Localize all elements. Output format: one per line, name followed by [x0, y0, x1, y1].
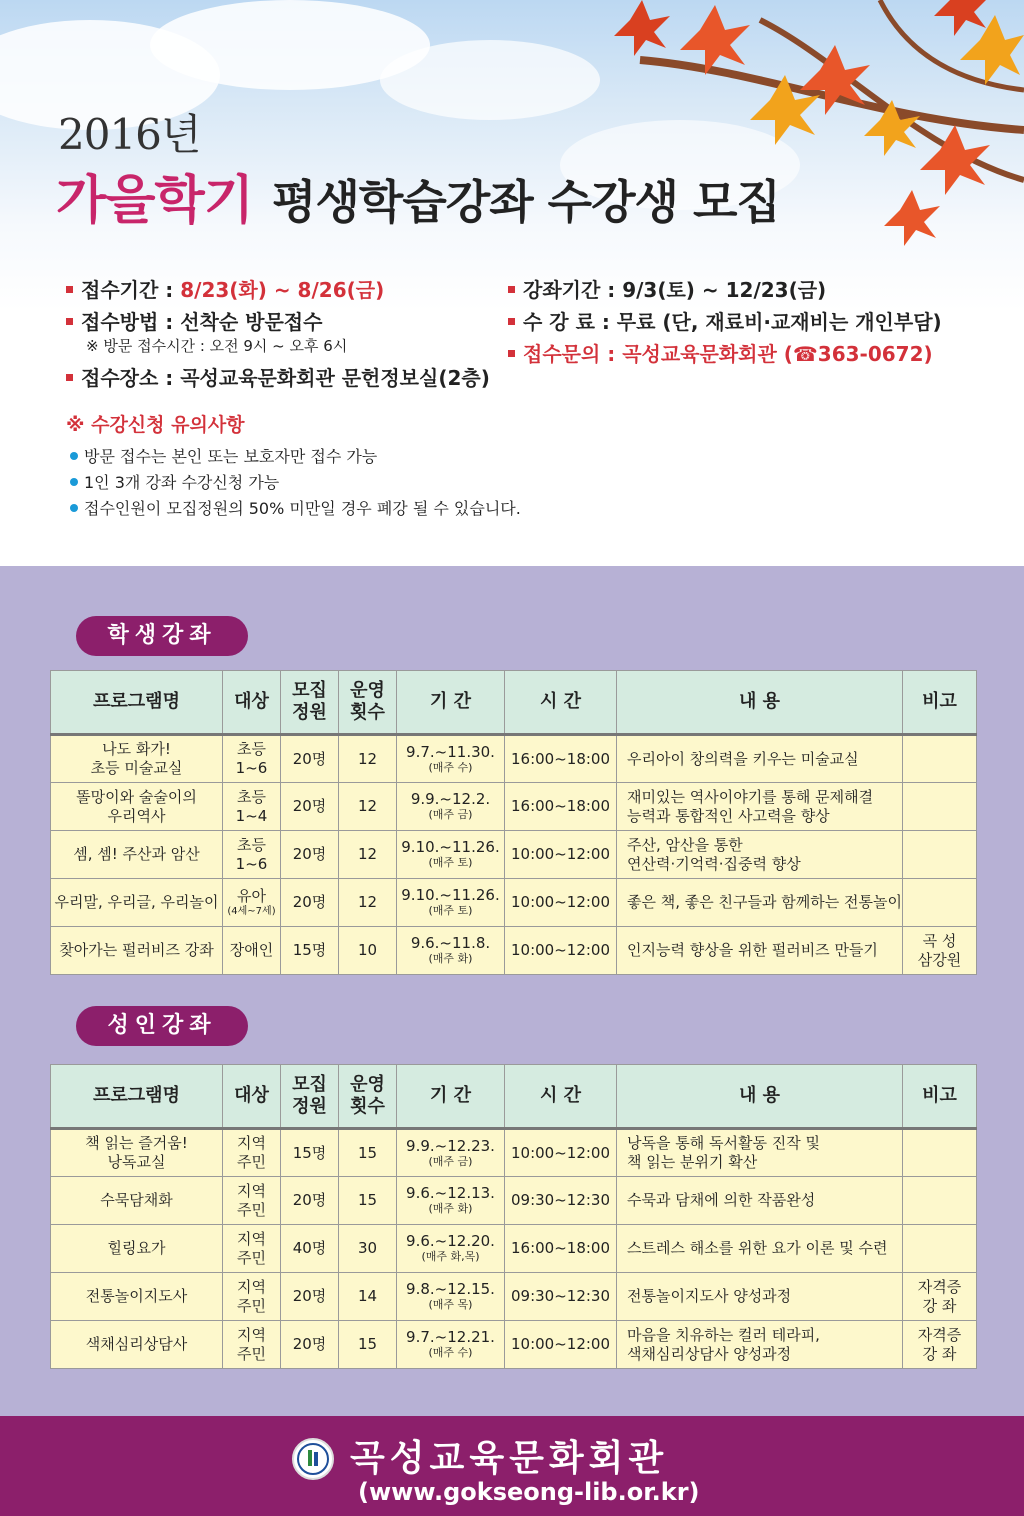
- visit-hours: ※ 방문 접수시간 : 오전 9시 ~ 오후 6시: [86, 337, 348, 355]
- institution-logo-icon: [292, 1438, 334, 1480]
- column-header-program: 프로그램명: [51, 671, 223, 735]
- target-cell: [223, 1273, 281, 1321]
- target-text: 초등 1~6: [235, 835, 268, 873]
- target-cell: [223, 879, 281, 927]
- title-line: [56, 158, 780, 233]
- period-frequency: (매주 금): [428, 1154, 473, 1168]
- capacity: 15명: [281, 927, 339, 975]
- footer: [0, 1416, 1024, 1516]
- content-description: 우리아이 창의력을 키우는 미술교실: [617, 735, 903, 783]
- content-description: 수묵과 담채에 의한 작품완성: [617, 1177, 903, 1225]
- period-dates: 9.6.~12.13.: [406, 1184, 495, 1202]
- period-cell: [397, 879, 505, 927]
- target-cell: [223, 1225, 281, 1273]
- capacity: 20명: [281, 831, 339, 879]
- student-course-label: 학생강좌: [76, 616, 248, 656]
- inquiry-text: 접수문의 : 곡성교육문화회관 (☎363-0672): [523, 342, 933, 366]
- period-cell: [397, 1321, 505, 1369]
- content-description: 좋은 책, 좋은 친구들과 함께하는 전통놀이: [617, 879, 903, 927]
- target-text: 장애인: [229, 941, 274, 959]
- sessions: 30: [339, 1225, 397, 1273]
- period-dates: 9.6.~11.8.: [410, 934, 491, 952]
- column-header-program: 프로그램명: [51, 1065, 223, 1129]
- reception-period-value: 8/23(화) ~ 8/26(금): [180, 278, 385, 302]
- sessions: 12: [339, 783, 397, 831]
- content-description: 인지능력 향상을 위한 펄러비즈 만들기: [617, 927, 903, 975]
- column-header-sessions: 운영 횟수: [339, 671, 397, 735]
- period-cell: [397, 783, 505, 831]
- capacity: 20명: [281, 879, 339, 927]
- target-cell: [223, 831, 281, 879]
- bullet-dot-icon: [70, 452, 78, 460]
- reception-method: [66, 306, 322, 335]
- period-frequency: (매주 토): [428, 904, 473, 917]
- target-cell: [223, 1177, 281, 1225]
- content-description: 주산, 암산을 통한 연산력·기억력·집중력 향상: [617, 831, 903, 879]
- sessions: 14: [339, 1273, 397, 1321]
- reception-method-text: 접수방법 : 선착순 방문접수: [81, 310, 323, 334]
- program-name: 전통놀이지도사: [51, 1273, 223, 1321]
- program-name: 수묵담채화: [51, 1177, 223, 1225]
- tuition-fee: [508, 306, 942, 335]
- target-text: 지역 주민: [237, 1277, 266, 1315]
- period-cell: [397, 927, 505, 975]
- note: 자격증 강 좌: [903, 1321, 977, 1369]
- note: [903, 1177, 977, 1225]
- table-header-row: [51, 1065, 977, 1129]
- target-cell: [223, 735, 281, 783]
- table-row: [51, 879, 977, 927]
- capacity: 20명: [281, 1177, 339, 1225]
- sessions: 15: [339, 1129, 397, 1177]
- table-row: [51, 831, 977, 879]
- column-header-sessions: 운영 횟수: [339, 1065, 397, 1129]
- table-row: [51, 1177, 977, 1225]
- column-header-time: 시 간: [505, 1065, 617, 1129]
- target-cell: [223, 783, 281, 831]
- content-description: 재미있는 역사이야기를 통해 문제해결 능력과 통합적인 사고력을 향상: [617, 783, 903, 831]
- period-cell: [397, 1225, 505, 1273]
- table-row: [51, 1273, 977, 1321]
- capacity: 20명: [281, 735, 339, 783]
- time: 10:00~12:00: [505, 879, 617, 927]
- period-dates: 9.7.~11.30.: [406, 742, 495, 761]
- program-name: 똘망이와 술술이의 우리역사: [51, 783, 223, 831]
- time: 09:30~12:30: [505, 1273, 617, 1321]
- time: 16:00~18:00: [505, 1225, 617, 1273]
- note: [903, 1129, 977, 1177]
- period-cell: [397, 1177, 505, 1225]
- column-header-target: 대상: [223, 671, 281, 735]
- target-text: 지역 주민: [237, 1325, 266, 1363]
- period-frequency: (매주 금): [428, 808, 473, 821]
- period-frequency: (매주 화): [428, 1202, 473, 1215]
- square-bullet-icon: [66, 286, 73, 293]
- square-bullet-icon: [66, 318, 73, 325]
- adult-course-label: 성인강좌: [76, 1006, 248, 1046]
- program-name: 셈, 셈! 주산과 암산: [51, 831, 223, 879]
- reception-location: [66, 362, 490, 391]
- sessions: 12: [339, 879, 397, 927]
- course-section: [0, 566, 1024, 1416]
- note: [903, 879, 977, 927]
- time: 16:00~18:00: [505, 783, 617, 831]
- content-description: 마음을 치유하는 컬러 테라피, 색채심리상담사 양성과정: [617, 1321, 903, 1369]
- target-cell: [223, 1321, 281, 1369]
- column-header-content: 내 용: [617, 1065, 903, 1129]
- period-frequency: (매주 목): [428, 1298, 473, 1311]
- column-header-period: 기 간: [397, 671, 505, 735]
- content-description: 전통놀이지도사 양성과정: [617, 1273, 903, 1321]
- top-banner: [0, 0, 1024, 566]
- period-dates: 9.10.~11.26.: [401, 886, 500, 904]
- column-header-time: 시 간: [505, 671, 617, 735]
- footer-institution-name: 곡성교육문화회관: [350, 1438, 669, 1479]
- table-row: [51, 927, 977, 975]
- table-row: [51, 783, 977, 831]
- period-dates: 9.9.~12.2.: [410, 790, 491, 808]
- period-frequency: (매주 화): [428, 952, 473, 965]
- time: 10:00~12:00: [505, 927, 617, 975]
- bullet-dot-icon: [70, 504, 78, 512]
- period-dates: 9.10.~11.26.: [401, 838, 500, 856]
- period-dates: 9.6.~12.20.: [406, 1232, 495, 1250]
- program-name: 힐링요가: [51, 1225, 223, 1273]
- notice-item: 접수인원이 모집정원의 50% 미만일 경우 폐강 될 수 있습니다.: [70, 496, 521, 519]
- table-row: [51, 1321, 977, 1369]
- target-text: 지역 주민: [237, 1181, 266, 1219]
- content-description: 낭독을 통해 독서활동 진작 및 책 읽는 분위기 확산: [617, 1129, 903, 1177]
- square-bullet-icon: [508, 286, 515, 293]
- table-row: [51, 1129, 977, 1177]
- table-row: [51, 735, 977, 783]
- adult-course-table: [50, 1064, 977, 1369]
- column-header-capacity: 모집 정원: [281, 1065, 339, 1129]
- notice-title: ※ 수강신청 유의사항: [66, 414, 245, 436]
- sessions: 12: [339, 831, 397, 879]
- table-row: [51, 1225, 977, 1273]
- reception-period-label: 접수기간 :: [81, 278, 181, 302]
- capacity: 20명: [281, 1321, 339, 1369]
- program-name: 책 읽는 즐거움! 낭독교실: [51, 1129, 223, 1177]
- program-name: 나도 화가! 초등 미술교실: [51, 735, 223, 783]
- period-dates: 9.9.~12.23.: [406, 1136, 495, 1155]
- period-cell: [397, 1129, 505, 1177]
- title-year: 2016년: [58, 110, 201, 159]
- target-text: 유아: [237, 887, 266, 905]
- inquiry: [508, 338, 933, 367]
- tuition-fee-text: 수 강 료 : 무료 (단, 재료비·교재비는 개인부담): [523, 310, 942, 334]
- reception-location-text: 접수장소 : 곡성교육문화회관 문헌정보실(2층): [81, 366, 490, 390]
- note: 자격증 강 좌: [903, 1273, 977, 1321]
- page-title: 평생학습강좌 수강생 모집: [272, 175, 780, 229]
- bullet-dot-icon: [70, 478, 78, 486]
- target-text: 초등 1~4: [235, 787, 268, 825]
- period-cell: [397, 1273, 505, 1321]
- note: [903, 831, 977, 879]
- capacity: 20명: [281, 1273, 339, 1321]
- target-cell: [223, 1129, 281, 1177]
- note: [903, 1225, 977, 1273]
- notice-item: 방문 접수는 본인 또는 보호자만 접수 가능: [70, 444, 377, 467]
- target-text: 지역 주민: [237, 1229, 266, 1267]
- square-bullet-icon: [66, 374, 73, 381]
- period-cell: [397, 831, 505, 879]
- table-header-row: [51, 671, 977, 735]
- time: 10:00~12:00: [505, 831, 617, 879]
- column-header-note: 비고: [903, 671, 977, 735]
- note: [903, 735, 977, 783]
- reception-period: [66, 274, 384, 303]
- column-header-content: 내 용: [617, 671, 903, 735]
- target-cell: [223, 927, 281, 975]
- time: 16:00~18:00: [505, 735, 617, 783]
- period-frequency: (매주 수): [428, 760, 473, 774]
- period-dates: 9.7.~12.21.: [406, 1328, 495, 1346]
- lecture-period: [508, 274, 826, 303]
- time: 09:30~12:30: [505, 1177, 617, 1225]
- period-frequency: (매주 화,목): [421, 1250, 480, 1263]
- target-subtext: (4세~7세): [227, 906, 276, 917]
- period-cell: [397, 735, 505, 783]
- time: 10:00~12:00: [505, 1321, 617, 1369]
- note: 곡 성 삼강원: [903, 927, 977, 975]
- student-course-table: [50, 670, 977, 975]
- period-frequency: (매주 토): [428, 856, 473, 869]
- capacity: 40명: [281, 1225, 339, 1273]
- column-header-period: 기 간: [397, 1065, 505, 1129]
- column-header-target: 대상: [223, 1065, 281, 1129]
- period-frequency: (매주 수): [428, 1346, 473, 1359]
- target-text: 초등 1~6: [235, 740, 268, 777]
- title-season: 가을학기: [56, 171, 253, 231]
- column-header-note: 비고: [903, 1065, 977, 1129]
- target-text: 지역 주민: [237, 1134, 266, 1171]
- lecture-period-text: 강좌기간 : 9/3(토) ~ 12/23(금): [523, 278, 827, 302]
- program-name: 우리말, 우리글, 우리놀이: [51, 879, 223, 927]
- time: 10:00~12:00: [505, 1129, 617, 1177]
- program-name: 색채심리상담사: [51, 1321, 223, 1369]
- notice-item: 1인 3개 강좌 수강신청 가능: [70, 470, 279, 493]
- square-bullet-icon: [508, 318, 515, 325]
- sessions: 15: [339, 1321, 397, 1369]
- period-dates: 9.8.~12.15.: [406, 1280, 495, 1298]
- capacity: 20명: [281, 783, 339, 831]
- note: [903, 783, 977, 831]
- sessions: 15: [339, 1177, 397, 1225]
- sessions: 10: [339, 927, 397, 975]
- square-bullet-icon: [508, 350, 515, 357]
- program-name: 찾아가는 펄러비즈 강좌: [51, 927, 223, 975]
- footer-website-link[interactable]: (www.gokseong-lib.or.kr): [358, 1478, 700, 1506]
- content-description: 스트레스 해소를 위한 요가 이론 및 수련: [617, 1225, 903, 1273]
- capacity: 15명: [281, 1129, 339, 1177]
- column-header-capacity: 모집 정원: [281, 671, 339, 735]
- sessions: 12: [339, 735, 397, 783]
